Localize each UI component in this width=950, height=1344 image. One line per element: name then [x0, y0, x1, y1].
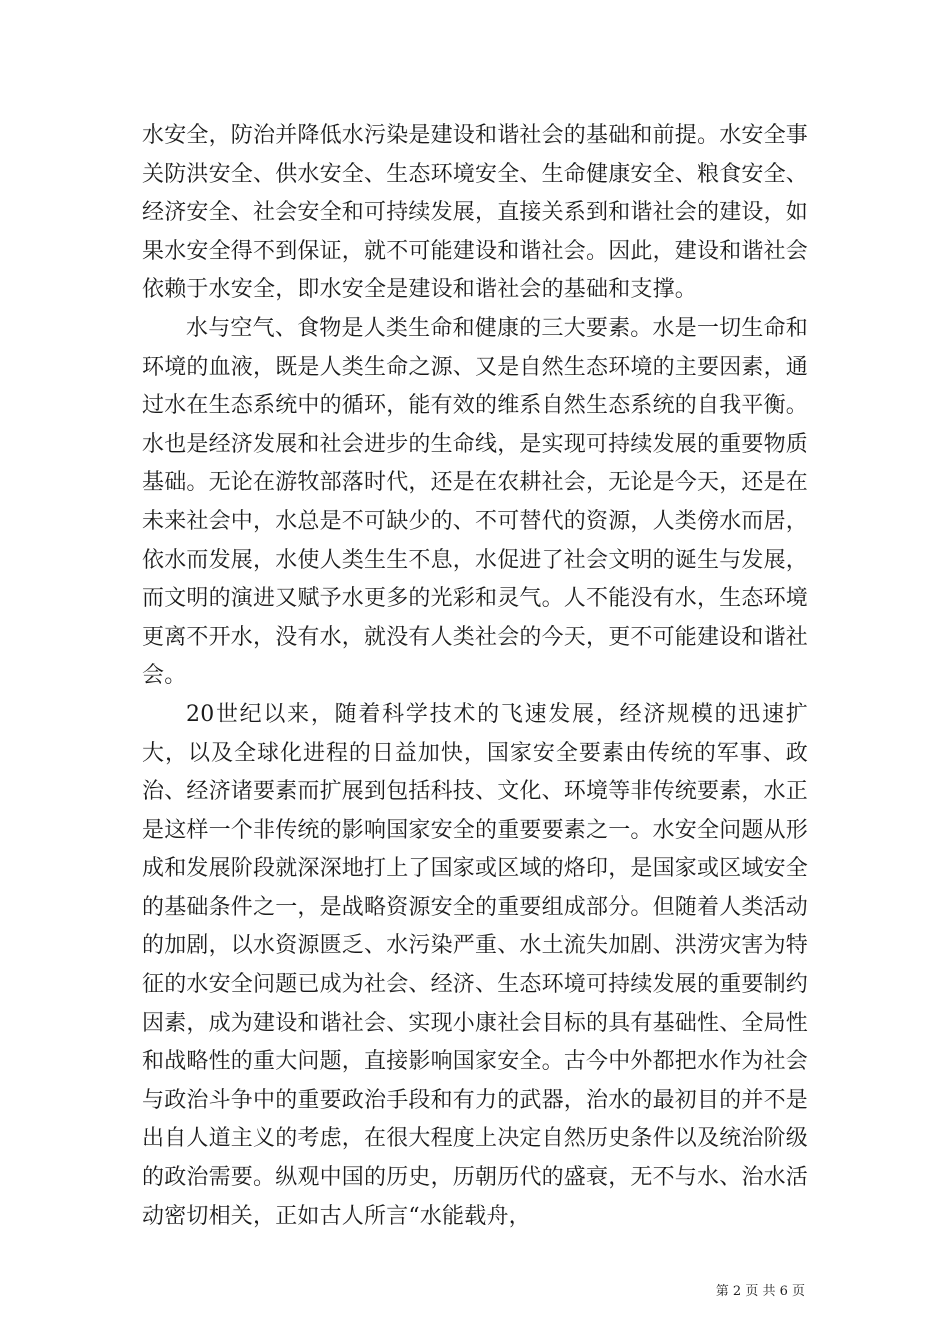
document-body — [142, 117, 808, 1236]
paragraph-3: 20世纪以来，随着科学技术的飞速发展，经济规模的迅速扩大，以及全球化进程的日益加快，国家安全要素由传统的军事、政治、经济诸要素而扩展到包括科技、文化、环境等非传统要素，水正是这样一个非传统的影响国家安全的重要要素之一。水安全问题从形成和发展阶段就深深地打上了国家或区域的烙印，是国家或区域安全的基础条件之一，是战略资源安全的重要组成部分。但随着人类活动的加剧，以水资源匮乏、水污染严重、水土流失加剧、洪涝灾害为特征的水安全问题已成为社会、经济、生态环境可持续发展的重要制约因素，成为建设和谐社会、实现小康社会目标的具有基础性、全局性和战略性的重大问题，直接影响国家安全。古今中外都把水作为社会与政治斗争中的重要政治手段和有力的武器，治水的最初目的并不是出自人道主义的考虑，在很大程度上决定自然历史条件以及统治阶级的政治需要。纵观中国的历史，历朝历代的盛衰，无不与水、治水活动密切相关，正如古人所言“水能载舟， — [142, 701, 809, 1229]
paragraph-1: 水安全，防治并降低水污染是建设和谐社会的基础和前提。水安全事关防洪安全、供水安全、生态环境安全、生命健康安全、粮食安全、经济安全、社会安全和可持续发展，直接关系到和谐社会的建设，如果水安全得不到保证，就不可能建设和谐社会。因此，建设和谐社会依赖于水安全，即水安全是建设和谐社会的基础和支撑。 — [142, 123, 809, 303]
page-number-footer: 第 2 页 共 6 页 — [715, 1284, 805, 1299]
paragraph-2: 水与空气、食物是人类生命和健康的三大要素。水是一切生命和环境的血液，既是人类生命之源、又是自然生态环境的主要因素，通过水在生态系统中的循环，能有效的维系自然生态系统的自我平衡。水也是经济发展和社会进步的生命线，是实现可持续发展的重要物质基础。无论在游牧部落时代，还是在农耕社会，无论是今天，还是在未来社会中，水总是不可缺少的、不可替代的资源，人类傍水而居，依水而发展，水使人类生生不息，水促进了社会文明的诞生与发展，而文明的演进又赋予水更多的光彩和灵气。人不能没有水，生态环境更离不开水，没有水，就没有人类社会的今天，更不可能建设和谐社会。 — [142, 315, 809, 689]
